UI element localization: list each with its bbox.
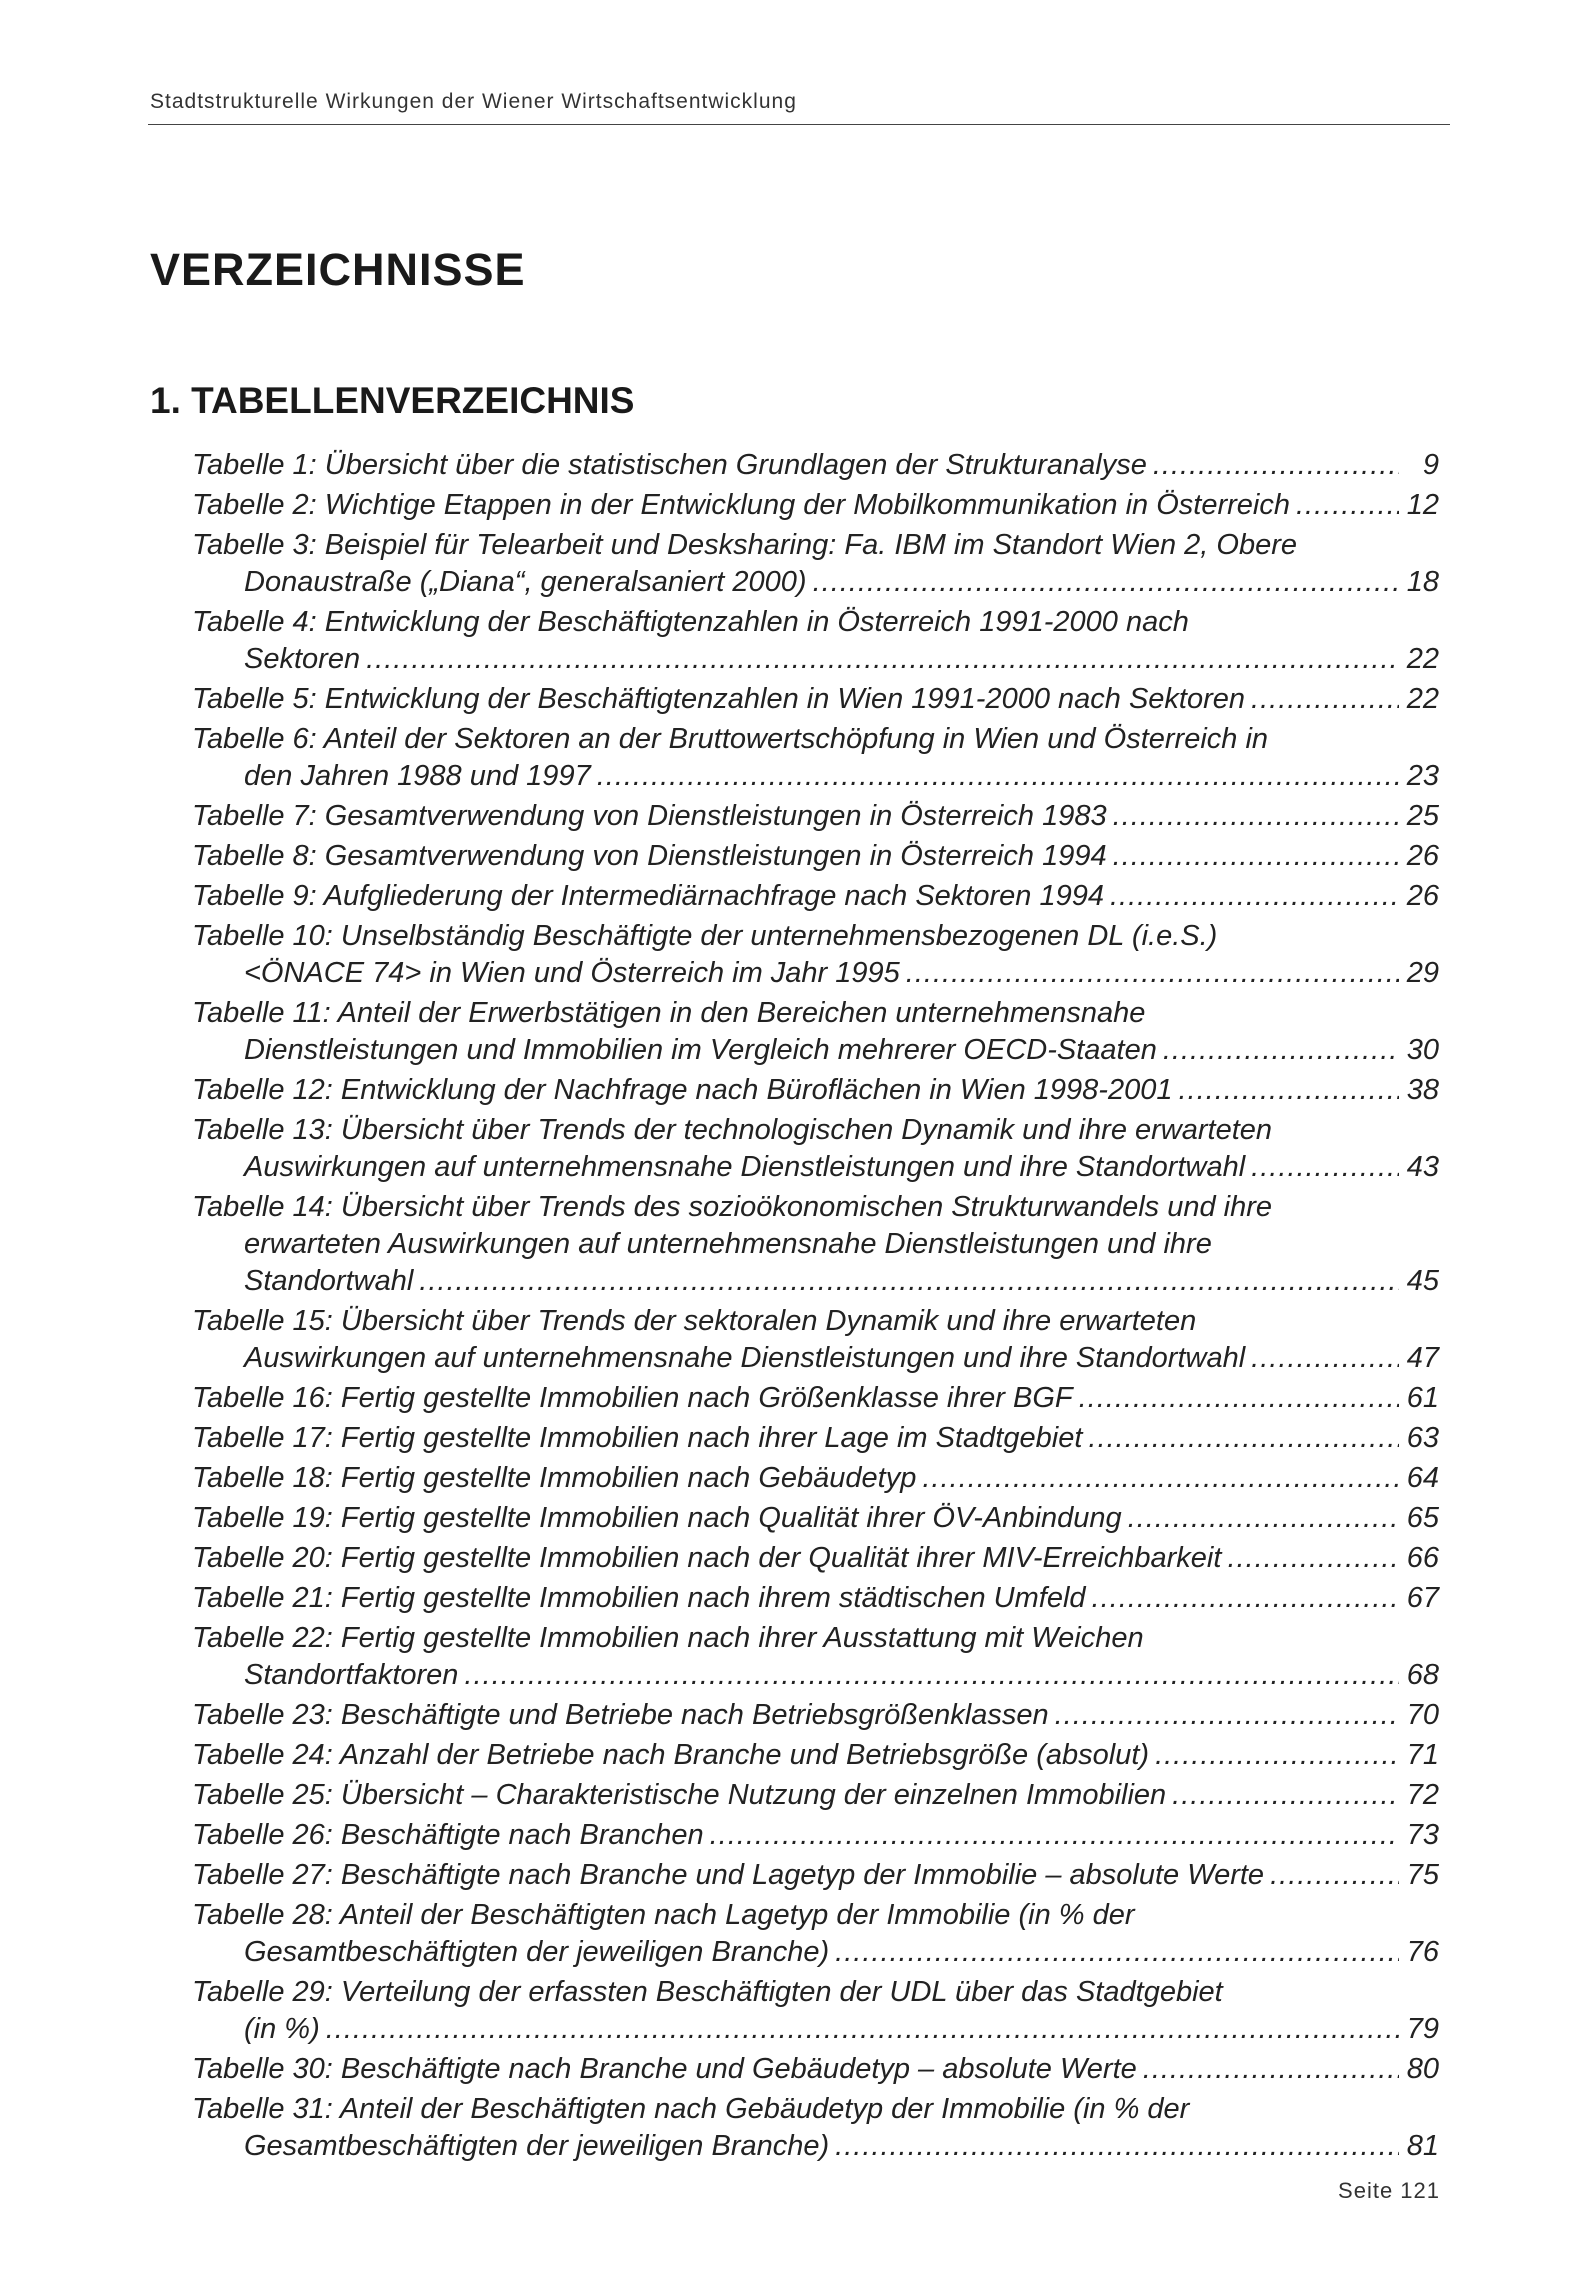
toc-entry [192, 1697, 1439, 1734]
toc-entry [192, 1580, 1439, 1617]
toc-entry-line: Auswirkungen auf unternehmensnahe Dienstleistungen und ihre Standortwahl [244, 1151, 1246, 1183]
toc-entry-line: Donaustraße („Diana“, generalsaniert 2000) [244, 566, 807, 598]
toc-entry-line: Tabelle 31: Anteil der Beschäftigten nach Gebäudetyp der Immobilie (in % der [192, 2093, 1190, 2125]
toc-entry-line: erwarteten Auswirkungen auf unternehmensnahe Dienstleistungen und ihre [244, 1228, 1212, 1260]
toc-entry-page: 80 [1406, 2053, 1439, 2085]
toc-entry-page: 66 [1406, 1542, 1439, 1574]
toc-entry-line: Tabelle 2: Wichtige Etappen in der Entwicklung der Mobilkommunikation in Österreich [192, 489, 1290, 521]
toc-entry [192, 527, 1439, 601]
toc-entry-line: <ÖNACE 74> in Wien und Österreich im Jahr 1995 [244, 957, 900, 989]
toc-entry-page: 72 [1406, 1779, 1439, 1811]
toc-entry [192, 447, 1439, 484]
toc-entry-last-line [192, 1380, 1439, 1417]
dot-leader [326, 2011, 1399, 2048]
toc-entry [192, 604, 1439, 678]
dot-leader [1172, 1777, 1399, 1814]
dot-leader [835, 1934, 1399, 1971]
toc-entry-line: Tabelle 14: Übersicht über Trends des sozioökonomischen Strukturwandels und ihre [192, 1191, 1273, 1223]
toc-entry-last-line [192, 1697, 1439, 1734]
toc-entry-line: Tabelle 16: Fertig gestellte Immobilien nach Größenklasse ihrer BGF [192, 1382, 1073, 1414]
toc-entry-line: Tabelle 1: Übersicht über die statistischen Grundlagen der Strukturanalyse [192, 449, 1147, 481]
toc-entry-page: 26 [1406, 840, 1439, 872]
toc-entry-page: 64 [1406, 1462, 1439, 1494]
toc-entry-last-line [192, 447, 1439, 484]
toc-entry-line: (in %) [244, 2013, 320, 2045]
toc-entry-line: Tabelle 27: Beschäftigte nach Branche und Lagetyp der Immobilie – absolute Werte [192, 1859, 1265, 1891]
toc-entry [192, 2091, 1439, 2165]
dot-leader [1270, 1857, 1399, 1894]
toc-entry-page: 73 [1406, 1819, 1439, 1851]
toc-entry-last-line [192, 878, 1439, 915]
toc-entry-page: 45 [1406, 1265, 1439, 1297]
toc-entry-line: Tabelle 20: Fertig gestellte Immobilien nach der Qualität ihrer MIV-Erreichbarkeit [192, 1542, 1222, 1574]
toc-entry-line: Tabelle 15: Übersicht über Trends der sektoralen Dynamik und ihre erwarteten [192, 1305, 1197, 1337]
toc-entry-line: Tabelle 3: Beispiel für Telearbeit und Desksharing: Fa. IBM im Standort Wien 2, Obere [192, 529, 1297, 561]
toc-entry-last-line [192, 1934, 1439, 1971]
toc-entry-line: Gesamtbeschäftigten der jeweiligen Branche) [244, 1936, 830, 1968]
toc-entry [192, 1189, 1439, 1300]
dot-leader [835, 2128, 1399, 2165]
toc-entry [192, 681, 1439, 718]
toc-entry-last-line [192, 641, 1439, 678]
toc-entry-page: 22 [1406, 683, 1439, 715]
toc-entry-last-line [192, 758, 1439, 795]
toc-entry-last-line [192, 1420, 1439, 1457]
dot-leader [906, 955, 1399, 992]
toc-entry [192, 1540, 1439, 1577]
dot-leader [1251, 681, 1399, 718]
toc-entry-page: 29 [1406, 957, 1439, 989]
toc-entry-line: Tabelle 30: Beschäftigte nach Branche und Gebäudetyp – absolute Werte [192, 2053, 1137, 2085]
toc-entry [192, 2051, 1439, 2088]
header-rule [148, 124, 1450, 125]
dot-leader [1128, 1500, 1399, 1537]
toc-entry-page: 81 [1406, 2130, 1439, 2162]
toc-entry-line: Tabelle 4: Entwicklung der Beschäftigtenzahlen in Österreich 1991-2000 nach [192, 606, 1189, 638]
dot-leader [1088, 1420, 1399, 1457]
toc-entry-line: Auswirkungen auf unternehmensnahe Dienstleistungen und ihre Standortwahl [244, 1342, 1246, 1374]
toc-entry [192, 918, 1439, 992]
toc-entry-last-line [192, 1032, 1439, 1069]
toc-entry-last-line [192, 1340, 1439, 1377]
toc-entry-line: Tabelle 8: Gesamtverwendung von Dienstleistungen in Österreich 1994 [192, 840, 1107, 872]
toc-entry-last-line [192, 1149, 1439, 1186]
toc-entry-last-line [192, 955, 1439, 992]
toc-entry [192, 487, 1439, 524]
toc-entry-page: 75 [1406, 1859, 1439, 1891]
toc-entry-line: Tabelle 6: Anteil der Sektoren an der Bruttowertschöpfung in Wien und Österreich in [192, 723, 1269, 755]
toc-entry-last-line [192, 838, 1439, 875]
toc-entry-last-line [192, 1460, 1439, 1497]
toc-entry-page: 76 [1406, 1936, 1439, 1968]
toc-entry-last-line [192, 2128, 1439, 2165]
toc-entry-last-line [192, 798, 1439, 835]
toc-entry-line: Tabelle 25: Übersicht – Charakteristische Nutzung der einzelnen Immobilien [192, 1779, 1167, 1811]
dot-leader [464, 1657, 1399, 1694]
dot-leader [1079, 1380, 1399, 1417]
subsection-title: 1. TABELLENVERZEICHNIS [150, 380, 635, 421]
toc-entry-last-line [192, 1072, 1439, 1109]
dot-leader [922, 1460, 1399, 1497]
toc-entry-page: 61 [1406, 1382, 1439, 1414]
dot-leader [597, 758, 1399, 795]
toc-entry [192, 1420, 1439, 1457]
toc-entry-line: Tabelle 17: Fertig gestellte Immobilien nach ihrer Lage im Stadtgebiet [192, 1422, 1083, 1454]
toc-entry [192, 838, 1439, 875]
page-number: Seite 121 [1338, 2178, 1440, 2203]
dot-leader [1227, 1540, 1399, 1577]
toc-entry [192, 1460, 1439, 1497]
dot-leader [366, 641, 1399, 678]
toc-entry-line: Tabelle 22: Fertig gestellte Immobilien nach ihrer Ausstattung mit Weichen [192, 1622, 1144, 1654]
toc-entry [192, 1303, 1439, 1377]
toc-entry-line: Tabelle 5: Entwicklung der Beschäftigtenzahlen in Wien 1991-2000 nach Sektoren [192, 683, 1246, 715]
dot-leader [1092, 1580, 1399, 1617]
toc-entry-line: Tabelle 9: Aufgliederung der Intermediärnachfrage nach Sektoren 1994 [192, 880, 1104, 912]
dot-leader [419, 1263, 1399, 1300]
table-of-tables [192, 447, 1439, 2168]
toc-entry-page: 18 [1406, 566, 1439, 598]
toc-entry-line: Standortfaktoren [244, 1659, 459, 1691]
dot-leader [1155, 1737, 1399, 1774]
toc-entry-last-line [192, 1817, 1439, 1854]
toc-entry-page: 71 [1406, 1739, 1439, 1771]
toc-entry-line: Tabelle 26: Beschäftigte nach Branchen [192, 1819, 704, 1851]
section-title: VERZEICHNISSE [150, 244, 526, 295]
toc-entry-line: Sektoren [244, 643, 361, 675]
toc-entry-page: 22 [1406, 643, 1439, 675]
toc-entry-line: Tabelle 18: Fertig gestellte Immobilien nach Gebäudetyp [192, 1462, 917, 1494]
toc-entry-last-line [192, 487, 1439, 524]
toc-entry-page: 70 [1406, 1699, 1439, 1731]
toc-entry-page: 23 [1406, 760, 1439, 792]
toc-entry-last-line [192, 1777, 1439, 1814]
toc-entry-page: 79 [1406, 2013, 1439, 2045]
toc-entry-last-line [192, 564, 1439, 601]
toc-entry-page: 65 [1406, 1502, 1439, 1534]
toc-entry [192, 1777, 1439, 1814]
toc-entry-last-line [192, 1657, 1439, 1694]
toc-entry-line: Tabelle 11: Anteil der Erwerbstätigen in den Bereichen unternehmensnahe [192, 997, 1146, 1029]
dot-leader [1251, 1340, 1399, 1377]
toc-entry-page: 68 [1406, 1659, 1439, 1691]
toc-entry [192, 798, 1439, 835]
dot-leader [1113, 798, 1399, 835]
toc-entry [192, 1897, 1439, 1971]
toc-entry [192, 721, 1439, 795]
toc-entry [192, 1737, 1439, 1774]
toc-entry-page: 67 [1406, 1582, 1439, 1614]
toc-entry-line: Tabelle 10: Unselbständig Beschäftigte der unternehmensbezogenen DL (i.e.S.) [192, 920, 1218, 952]
dot-leader [813, 564, 1399, 601]
toc-entry-line: Tabelle 24: Anzahl der Betriebe nach Branche und Betriebsgröße (absolut) [192, 1739, 1150, 1771]
toc-entry-line: Tabelle 23: Beschäftigte und Betriebe nach Betriebsgrößenklassen [192, 1699, 1049, 1731]
toc-entry-last-line [192, 1580, 1439, 1617]
toc-entry-line: Tabelle 19: Fertig gestellte Immobilien nach Qualität ihrer ÖV-Anbindung [192, 1502, 1122, 1534]
toc-entry-line: Standortwahl [244, 1265, 414, 1297]
toc-entry-line: Tabelle 7: Gesamtverwendung von Dienstleistungen in Österreich 1983 [192, 800, 1107, 832]
toc-entry-page: 63 [1406, 1422, 1439, 1454]
toc-entry-line: Tabelle 12: Entwicklung der Nachfrage nach Büroflächen in Wien 1998-2001 [192, 1074, 1173, 1106]
dot-leader [1178, 1072, 1399, 1109]
dot-leader [1296, 487, 1399, 524]
toc-entry-last-line [192, 1737, 1439, 1774]
dot-leader [710, 1817, 1399, 1854]
toc-entry-page: 25 [1406, 800, 1439, 832]
dot-leader [1113, 838, 1399, 875]
dot-leader [1153, 447, 1399, 484]
toc-entry [192, 1817, 1439, 1854]
toc-entry-last-line [192, 2011, 1439, 2048]
running-header: Stadtstrukturelle Wirkungen der Wiener Wirtschaftsentwicklung [150, 90, 797, 113]
toc-entry-last-line [192, 1540, 1439, 1577]
toc-entry-line: Tabelle 28: Anteil der Beschäftigten nach Lagetyp der Immobilie (in % der [192, 1899, 1135, 1931]
dot-leader [1163, 1032, 1399, 1069]
toc-entry [192, 1857, 1439, 1894]
toc-entry-last-line [192, 1500, 1439, 1537]
toc-entry [192, 995, 1439, 1069]
toc-entry-page: 30 [1406, 1034, 1439, 1066]
toc-entry-line: den Jahren 1988 und 1997 [244, 760, 591, 792]
toc-entry-line: Tabelle 13: Übersicht über Trends der technologischen Dynamik und ihre erwarteten [192, 1114, 1273, 1146]
toc-entry [192, 1072, 1439, 1109]
toc-entry [192, 1500, 1439, 1537]
toc-entry-line: Tabelle 29: Verteilung der erfassten Beschäftigten der UDL über das Stadtgebiet [192, 1976, 1223, 2008]
toc-entry [192, 878, 1439, 915]
toc-entry-page: 38 [1406, 1074, 1439, 1106]
dot-leader [1251, 1149, 1399, 1186]
toc-entry [192, 1380, 1439, 1417]
toc-entry [192, 1620, 1439, 1694]
dot-leader [1110, 878, 1399, 915]
toc-entry-page: 26 [1406, 880, 1439, 912]
toc-entry-last-line [192, 2051, 1439, 2088]
toc-entry [192, 1974, 1439, 2048]
toc-entry-page: 47 [1406, 1342, 1439, 1374]
dot-leader [1055, 1697, 1399, 1734]
toc-entry-page: 43 [1406, 1151, 1439, 1183]
toc-entry-line: Gesamtbeschäftigten der jeweiligen Branche) [244, 2130, 830, 2162]
toc-entry-line: Dienstleistungen und Immobilien im Vergleich mehrerer OECD-Staaten [244, 1034, 1157, 1066]
toc-entry-last-line [192, 1263, 1439, 1300]
toc-entry [192, 1112, 1439, 1186]
toc-entry-page: 9 [1422, 449, 1439, 481]
dot-leader [1143, 2051, 1399, 2088]
toc-entry-page: 12 [1406, 489, 1439, 521]
toc-entry-last-line [192, 681, 1439, 718]
toc-entry-last-line [192, 1857, 1439, 1894]
toc-entry-line: Tabelle 21: Fertig gestellte Immobilien nach ihrem städtischen Umfeld [192, 1582, 1086, 1614]
